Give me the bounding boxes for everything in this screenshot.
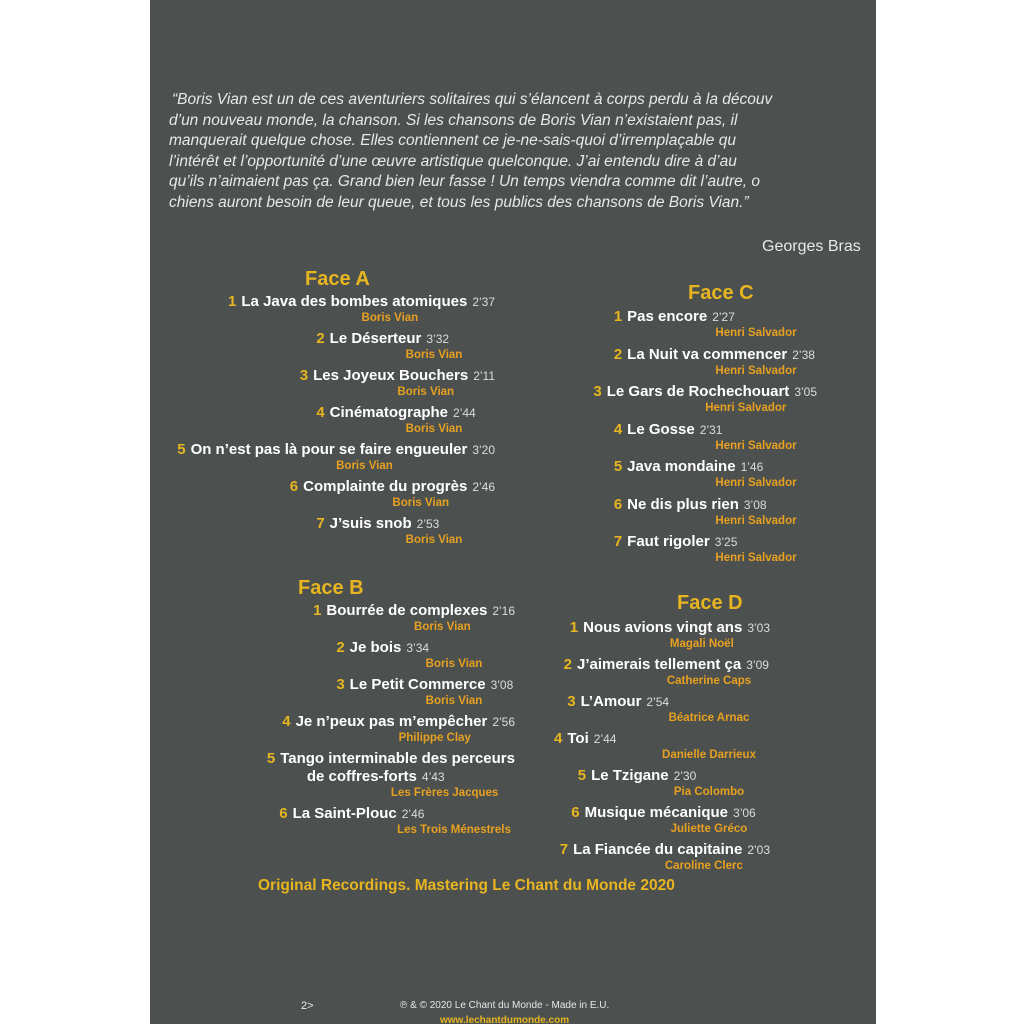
track-title-line — [593, 383, 817, 401]
track-artist: Henri Salvador — [705, 402, 787, 414]
track-duration: 3’09 — [746, 658, 769, 672]
track-duration: 3’05 — [794, 385, 817, 399]
track-duration: 4’43 — [421, 770, 445, 784]
track-item — [571, 804, 755, 836]
track-item — [336, 676, 513, 708]
track-title-line — [554, 730, 756, 748]
track-title: Complainte du progrès — [303, 478, 468, 495]
track-title-line — [570, 619, 770, 637]
track-duration: 2’37 — [472, 295, 495, 309]
track-title: Cinématographe — [329, 404, 449, 421]
track-number: 5 — [577, 767, 587, 784]
quote-line: chiens auront besoin de leur queue, et tous les publics des chansons de Boris Vian.” — [169, 193, 749, 211]
recordings-credit: Original Recordings. Mastering Le Chant du Monde 2020 — [258, 877, 675, 894]
face-title: Face A — [305, 268, 370, 290]
track-artist: Magali Noël — [669, 638, 734, 650]
track-number: 3 — [336, 676, 345, 693]
track-artist: Boris Vian — [392, 497, 450, 509]
track-number: 7 — [316, 515, 325, 532]
track-number: 5 — [613, 458, 623, 475]
track-duration: 2’16 — [492, 604, 515, 618]
track-duration: 2’44 — [453, 406, 476, 420]
track-title-line — [316, 330, 462, 348]
track-artist: Danielle Darrieux — [662, 749, 756, 761]
track-duration: 2’44 — [593, 732, 617, 746]
website-link[interactable]: www.lechantdumonde.com — [440, 1015, 570, 1024]
track-item — [316, 330, 462, 362]
track-artist: Les Frères Jacques — [390, 787, 499, 799]
quote-attribution: Georges Bras — [762, 238, 861, 255]
track-title-line — [614, 308, 797, 326]
album-back-cover — [150, 0, 876, 1024]
track-title-line — [279, 805, 511, 823]
page-arrow: 2> — [301, 1000, 314, 1012]
track-title-line — [316, 404, 475, 422]
track-item — [567, 693, 749, 725]
track-title: Tango interminable des perceurs — [280, 750, 515, 767]
track-number: 6 — [571, 804, 580, 821]
track-title-line — [564, 656, 769, 674]
track-artist: Philippe Clay — [398, 732, 471, 744]
track-item — [578, 767, 744, 799]
track-title: Le Gars de Rochechouart — [606, 383, 790, 400]
track-title: L’Amour — [580, 693, 642, 710]
track-artist: Boris Vian — [361, 312, 419, 324]
track-item — [560, 841, 770, 873]
track-item — [282, 713, 515, 745]
track-number: 6 — [279, 805, 288, 822]
track-duration: 2’38 — [792, 347, 815, 362]
track-title: Ne dis plus rien — [627, 495, 739, 513]
track-title: On n’est pas là pour se faire engueuler — [190, 441, 468, 458]
track-title-line — [316, 515, 462, 533]
track-duration: 3’08 — [490, 678, 514, 692]
face-title: Face C — [688, 282, 754, 304]
track-title-line — [177, 441, 495, 459]
track-duration: 2’31 — [699, 422, 723, 437]
track-title-line — [313, 602, 515, 620]
track-item — [300, 367, 495, 399]
track-artist: Henri Salvador — [715, 327, 797, 339]
track-title-line — [336, 639, 482, 657]
track-title-line — [614, 421, 797, 439]
track-artist: Catherine Caps — [666, 675, 752, 687]
track-number: 3 — [593, 383, 602, 400]
track-artist: Pia Colombo — [673, 786, 745, 798]
track-title-line — [578, 767, 744, 785]
track-duration: 3’03 — [747, 621, 770, 635]
track-title-line — [614, 346, 815, 364]
track-item — [614, 421, 797, 453]
track-title: Pas encore — [627, 308, 708, 325]
track-title: Faut rigoler — [627, 533, 710, 550]
track-item — [313, 602, 515, 634]
track-title-line — [336, 676, 513, 694]
track-duration: 3’34 — [406, 641, 430, 655]
track-duration: 2’56 — [492, 715, 515, 729]
track-artist: Boris Vian — [414, 621, 471, 633]
quote-line: manquerait quelque chose. Elles contiennent ce je-ne-sais-quoi d’irremplaçable qu — [169, 132, 736, 149]
track-title: La Nuit va commencer — [627, 345, 788, 363]
track-number: 1 — [613, 308, 623, 325]
track-number: 1 — [313, 602, 322, 619]
track-number: 6 — [289, 478, 299, 495]
track-title-line — [567, 693, 749, 711]
track-number: 4 — [613, 420, 623, 438]
track-item — [614, 533, 797, 565]
track-artist: Henri Salvador — [715, 439, 797, 452]
copyright-notice: ℗ & © 2020 Le Chant du Monde - Made in E.U. — [400, 1000, 610, 1011]
track-title: Les Joyeux Bouchers — [313, 367, 469, 384]
quote-line: d’un nouveau monde, la chanson. Si les chansons de Boris Vian n’existaient pas, il — [169, 111, 738, 129]
track-title: Musique mécanique — [584, 804, 729, 821]
track-artist: Juliette Gréco — [670, 823, 748, 835]
track-title: J’aimerais tellement ça — [576, 656, 742, 673]
track-artist: Henri Salvador — [715, 514, 797, 527]
track-title: Le Déserteur — [329, 330, 422, 347]
track-title-continued: de coffres-forts 4’43 — [306, 768, 445, 785]
track-artist: Boris Vian — [397, 386, 455, 398]
track-artist: Henri Salvador — [715, 477, 797, 489]
track-number: 3 — [567, 693, 576, 710]
scan-right-margin — [876, 0, 1024, 1024]
track-title-line — [560, 841, 770, 859]
track-title: Le Petit Commerce — [349, 676, 486, 693]
track-item — [593, 383, 817, 415]
track-artist: Boris Vian — [425, 658, 483, 670]
track-duration: 3’25 — [714, 535, 738, 549]
track-artist: Béatrice Arnac — [668, 712, 750, 724]
track-number: 5 — [266, 750, 276, 767]
track-item — [554, 730, 756, 762]
track-title: Je n’peux pas m’empêcher — [295, 713, 488, 730]
track-duration: 2’30 — [673, 769, 697, 783]
quote-block — [169, 90, 876, 213]
track-title: J’suis snob — [329, 515, 412, 532]
track-item — [614, 346, 815, 378]
track-item — [279, 805, 511, 837]
track-item — [614, 458, 797, 490]
quote-line: qu’ils n’aimaient pas ça. Grand bien leur fasse ! Un temps viendra comme dit l’autre, o — [169, 173, 761, 190]
track-duration: 1’46 — [740, 460, 764, 474]
quote-line: l’intérêt et l’opportunité d’une œuvre artistique quelconque. J’ai entendu dire à d’au — [169, 152, 737, 170]
track-duration: 2’54 — [646, 695, 670, 709]
track-title-line — [614, 458, 797, 476]
track-title-line — [614, 496, 797, 514]
track-number: 7 — [559, 841, 569, 858]
track-duration: 3’32 — [426, 332, 450, 346]
track-title-line — [614, 533, 797, 551]
track-title: Le Tzigane — [591, 767, 669, 784]
track-title: Je bois — [349, 639, 402, 656]
track-title-line — [571, 804, 755, 822]
face-title: Face D — [677, 592, 743, 614]
track-title: La Fiancée du capitaine — [573, 841, 743, 858]
track-number: 3 — [299, 367, 309, 384]
track-duration: 2’53 — [416, 517, 440, 531]
track-item — [336, 639, 482, 671]
track-number: 2 — [613, 345, 623, 363]
track-duration: 3’20 — [472, 443, 495, 457]
track-duration: 2’46 — [472, 480, 495, 494]
track-number: 6 — [613, 495, 623, 513]
track-duration: 2’27 — [712, 310, 735, 324]
track-number: 1 — [569, 619, 579, 636]
track-duration: 2’11 — [473, 369, 495, 383]
track-title-line — [282, 713, 515, 731]
track-title: Toi — [567, 730, 589, 747]
track-item — [177, 441, 495, 473]
track-duration: 3’06 — [733, 806, 756, 820]
track-number: 4 — [282, 713, 291, 730]
track-title: Nous avions vingt ans — [583, 619, 743, 636]
face-title: Face B — [298, 577, 364, 599]
track-item — [614, 496, 797, 528]
track-number: 2 — [336, 639, 345, 656]
track-artist: Boris Vian — [405, 349, 463, 361]
track-title-line — [228, 293, 495, 311]
track-artist: Boris Vian — [405, 423, 463, 435]
track-artist: Les Trois Ménestrels — [397, 824, 511, 836]
track-title-line — [290, 478, 495, 496]
track-number: 2 — [563, 656, 572, 673]
quote-line: “Boris Vian est un de ces aventuriers solitaires qui s’élancent à corps perdu à la découv — [172, 91, 773, 108]
track-title: Le Gosse — [627, 420, 695, 438]
track-title: La Java des bombes atomiques — [241, 293, 468, 310]
track-item — [316, 404, 475, 436]
track-item — [614, 308, 797, 340]
track-item — [290, 478, 495, 510]
scan-left-margin — [0, 0, 150, 1024]
track-artist: Henri Salvador — [715, 552, 797, 564]
track-artist: Boris Vian — [336, 460, 393, 472]
track-artist: Henri Salvador — [715, 364, 797, 377]
track-item — [316, 515, 462, 547]
track-number: 7 — [613, 533, 623, 550]
track-title: Java mondaine — [627, 458, 736, 475]
track-item — [267, 750, 515, 800]
track-number: 4 — [554, 730, 563, 747]
track-title-line — [300, 367, 495, 385]
track-title: La Saint-Plouc — [292, 805, 397, 822]
track-duration: 2’03 — [747, 843, 770, 857]
track-artist: Boris Vian — [425, 695, 483, 707]
track-item — [564, 656, 769, 688]
track-title-line — [267, 750, 515, 768]
track-artist: Boris Vian — [405, 534, 463, 546]
track-duration: 3’08 — [743, 497, 767, 512]
track-number: 2 — [316, 330, 325, 347]
track-item — [570, 619, 770, 651]
track-title: Bourrée de complexes — [326, 602, 488, 619]
track-item — [228, 293, 495, 325]
track-artist: Caroline Clerc — [664, 860, 743, 872]
track-number: 5 — [177, 441, 186, 458]
track-number: 4 — [316, 404, 325, 421]
track-number: 1 — [228, 293, 237, 310]
track-duration: 2’46 — [401, 807, 425, 821]
